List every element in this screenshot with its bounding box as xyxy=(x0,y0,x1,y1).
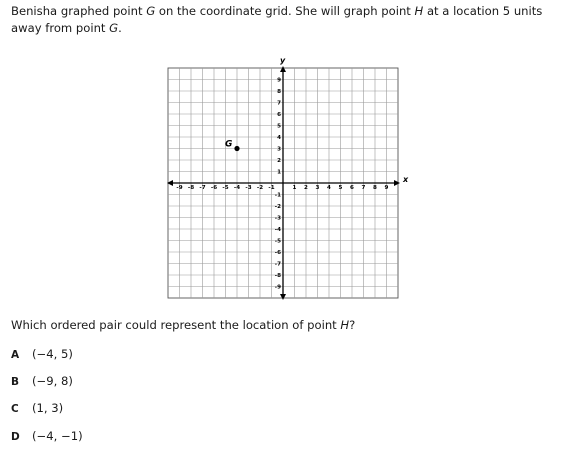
x-tick-label: -3 xyxy=(245,185,252,191)
y-tick-label: 2 xyxy=(277,158,281,164)
choice-a[interactable] xyxy=(11,346,73,362)
prompt-text-1: Benisha graphed point xyxy=(11,4,147,18)
prompt-point-g: G xyxy=(146,4,156,18)
x-tick-label: -7 xyxy=(199,185,206,191)
y-tick-label: -1 xyxy=(274,192,281,199)
x-tick-label: 1 xyxy=(292,185,297,191)
prompt-text-2: on the coordinate grid. She will graph point xyxy=(155,4,415,18)
y-tick-label: 9 xyxy=(277,77,281,84)
point-g-label: G xyxy=(225,139,233,150)
choice-d-value: (−4, −1) xyxy=(32,429,83,443)
x-tick-label: 8 xyxy=(373,185,377,191)
y-tick-label: -6 xyxy=(274,250,281,256)
coordinate-grid xyxy=(166,54,409,300)
y-tick-label: -4 xyxy=(274,227,281,233)
x-tick-label: -2 xyxy=(256,185,264,191)
y-tick-label: 8 xyxy=(277,89,281,95)
choice-c-value: (1, 3) xyxy=(32,401,64,415)
x-tick-label: -5 xyxy=(222,185,229,191)
prompt-text-4: . xyxy=(118,21,122,35)
x-tick-label: 9 xyxy=(384,185,389,191)
coordinate-grid-svg xyxy=(166,54,409,300)
x-tick-label: -6 xyxy=(210,185,218,191)
y-tick-label: -5 xyxy=(274,238,281,245)
choice-b-value: (−9, 8) xyxy=(32,374,73,388)
choice-d[interactable] xyxy=(11,428,83,444)
prompt-text-3: at a location 5 units away from point xyxy=(11,4,543,35)
y-tick-label: 7 xyxy=(277,100,281,107)
question-text-1: Which ordered pair could represent the location of point xyxy=(11,318,341,332)
choice-c-letter: C xyxy=(11,403,19,415)
choice-c[interactable] xyxy=(11,400,63,416)
x-tick-label: 4 xyxy=(327,185,331,191)
y-axis-label: y xyxy=(280,56,286,65)
y-tick-label: 3 xyxy=(277,146,281,153)
y-tick-label: 4 xyxy=(277,135,281,141)
prompt-point-h: H xyxy=(414,4,424,18)
x-axis-label: x xyxy=(403,175,409,184)
x-tick-label: -4 xyxy=(233,185,241,191)
y-tick-label: 1 xyxy=(277,169,281,176)
y-tick-label: -9 xyxy=(274,284,281,291)
y-tick-label: 5 xyxy=(277,123,281,130)
x-tick-label: -1 xyxy=(268,185,275,191)
y-tick-label: -8 xyxy=(274,273,281,279)
y-tick-label: -2 xyxy=(274,204,281,210)
question-point-h: H xyxy=(340,318,350,332)
x-tick-label: 2 xyxy=(304,185,308,191)
x-tick-label: 5 xyxy=(338,185,343,191)
choice-d-letter: D xyxy=(11,431,20,443)
choice-b[interactable] xyxy=(11,373,73,389)
y-tick-label: 6 xyxy=(277,112,281,118)
choice-a-value: (−4, 5) xyxy=(32,347,73,361)
choice-b-letter: B xyxy=(11,376,20,388)
x-tick-label: -9 xyxy=(176,185,183,191)
question-prompt xyxy=(11,3,566,37)
x-tick-label: 7 xyxy=(361,185,366,191)
y-tick-label: -7 xyxy=(274,261,281,268)
y-tick-label: -3 xyxy=(274,215,281,222)
point-g-dot xyxy=(234,146,239,151)
prompt-point-g-2: G xyxy=(109,21,119,35)
x-tick-label: 3 xyxy=(315,185,320,191)
x-tick-label: -8 xyxy=(187,185,195,191)
x-tick-label: 6 xyxy=(350,185,354,191)
question-text xyxy=(11,317,355,333)
choice-a-letter: A xyxy=(11,349,20,361)
question-text-2: ? xyxy=(349,318,356,332)
